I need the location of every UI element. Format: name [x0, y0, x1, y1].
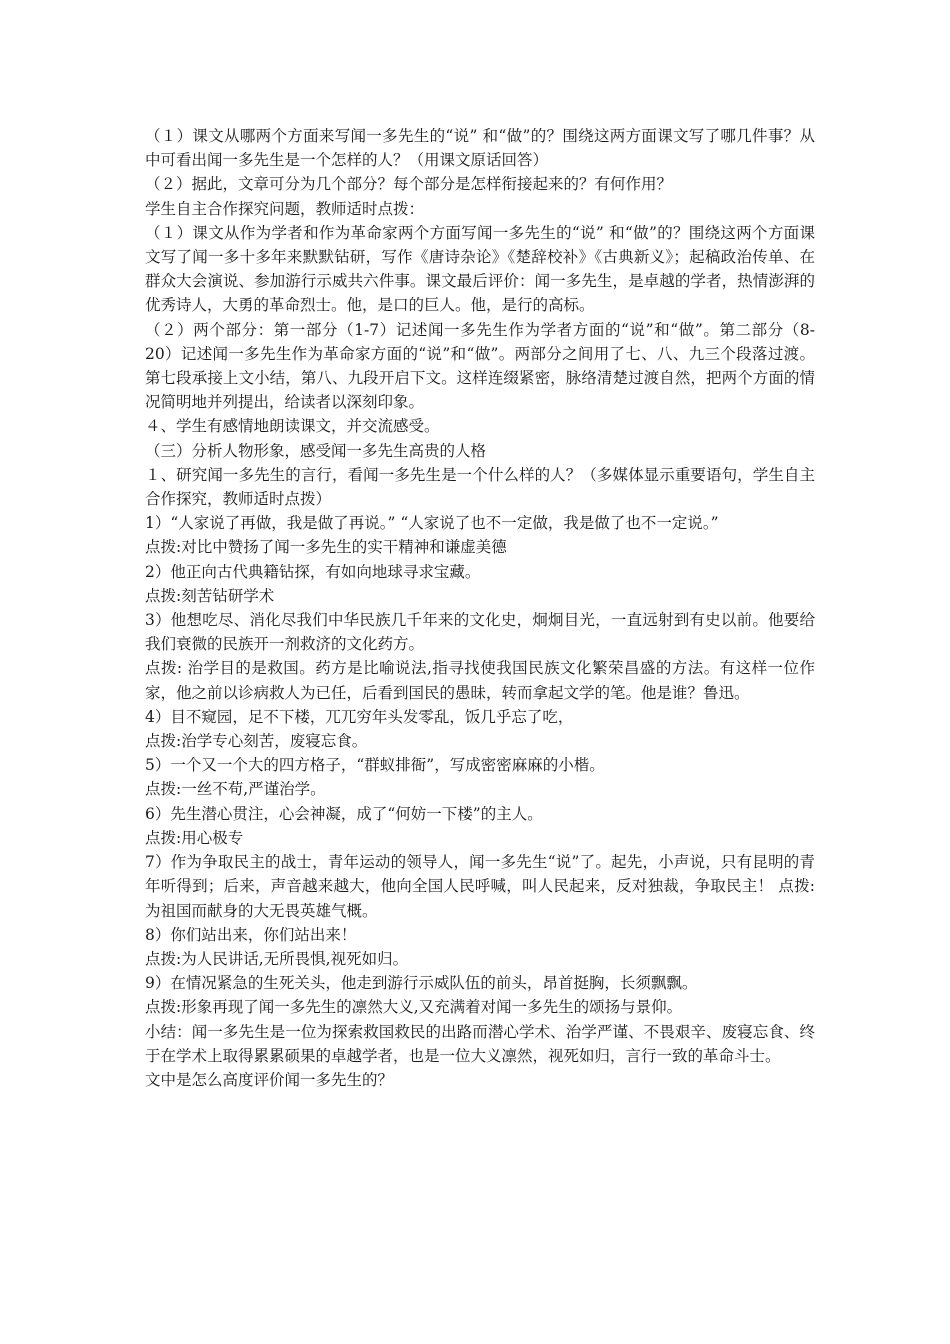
quote-8: 8）你们站出来，你们站出来！	[145, 925, 357, 944]
note-5: 点拨:一丝不苟,严谨治学。	[145, 780, 326, 799]
quote-5: 5）一个又一个大的四方格子，“群蚁排衙”，写成密密麻麻的小楷。	[145, 756, 605, 775]
closing-question: 文中是怎么高度评价闻一多先生的？	[145, 1070, 394, 1089]
section-heading-3: （三）分析人物形象，感受闻一多先生高贵的人格	[145, 441, 487, 460]
question-1: （１）课文从哪两个方面来写闻一多先生的“说” 和“做”的？围绕这两方面课文写了哪几件事？从中可看出闻一多先生是一个怎样的人？（用课文原话回答）	[145, 127, 815, 170]
instruction-text: 学生自主合作探究问题，教师适时点拨：	[145, 199, 425, 218]
document-body	[145, 124, 815, 1092]
note-3: 点拨: 治学目的是救国。药方是比喻说法,指寻找使我国民族文化繁荣昌盛的方法。有这样一位作家，他之前以诊病救人为已任，后看到国民的愚昧，转而拿起文学的笔。他是谁？鲁迅。	[145, 659, 815, 702]
note-4: 点拨:治学专心刻苦，废寝忘食。	[145, 732, 368, 751]
quote-6: 6）先生潜心贯注，心会神凝，成了“何妨一下楼”的主人。	[145, 804, 543, 823]
note-6: 点拨:用心极专	[145, 828, 244, 847]
summary: 小结：闻一多先生是一位为探索救国救民的出路而潜心学术、治学严谨、不畏艰辛、废寝忘食、终于在学术上取得累累硕果的卓越学者，也是一位大义凛然，视死如归，言行一致的革命斗士。	[145, 1022, 815, 1065]
quote-3: 3）他想吃尽、消化尽我们中华民族几千年来的文化史，炯炯目光，一直远射到有史以前。他要给我们衰微的民族开一剂救济的文化药方。	[145, 611, 815, 654]
quote-1: 1）“人家说了再做，我是做了再说。” “人家说了也不一定做，我是做了也不一定说。”	[145, 514, 719, 533]
note-8: 点拨:为人民讲话,无所畏惧,视死如归。	[145, 949, 409, 968]
note-1: 点拨:对比中赞扬了闻一多先生的实干精神和谦虚美德	[145, 538, 507, 557]
note-2: 点拨:刻苦钻研学术	[145, 586, 275, 605]
step-4: ４、学生有感情地朗读课文，并交流感受。	[145, 417, 440, 436]
answer-1: （１）课文从作为学者和作为革命家两个方面写闻一多先生的“说” 和“做”的？围绕这两个方面课文写了闻一多十多年来默默钻研，写作《唐诗杂论》《楚辞校补》《古典新义》；起稿政治传单、在群众大会演说、参加游行示威共六件事。课文最后评价：闻一多先生，是卓越的学者，热情澎湃的优秀诗人，大勇的革命烈士。他，是口的巨人。他，是行的高标。	[145, 223, 815, 315]
quote-2: 2）他正向古代典籍钻探，有如向地球寻求宝藏。	[145, 562, 481, 581]
quote-9: 9）在情况紧急的生死关头，他走到游行示威队伍的前头，昂首挺胸，长须飘飘。	[145, 974, 698, 993]
question-2: （２）据此，文章可分为几个部分？每个部分是怎样衔接起来的？有何作用？	[145, 175, 673, 194]
quote-7: 7）作为争取民主的战士，青年运动的领导人，闻一多先生“说”了。起先，小声说，只有昆明的青年听得到；后来，声音越来越大，他向全国人民呼喊，叫人民起来，反对独裁，争取民主！ 点拨:为祖国而献身的大无畏英雄气概。	[145, 853, 815, 920]
task-1: １、研究闻一多先生的言行，看闻一多先生是一个什么样的人？（多媒体显示重要语句，学生自主合作探究，教师适时点拨）	[145, 465, 815, 509]
note-9: 点拨:形象再现了闻一多先生的凛然大义,又充满着对闻一多先生的颂扬与景仰。	[145, 998, 683, 1017]
quote-4: 4）目不窥园，足不下楼，兀兀穷年头发零乱，饭几乎忘了吃，	[145, 707, 574, 726]
answer-2: （２）两个部分：第一部分（1-7）记述闻一多先生作为学者方面的“说”和“做”。第二部分（8-20）记述闻一多先生作为革命家方面的“说”和“做”。两部分之间用了七、八、九三个段落过渡。第七段承接上文小结，第八、九段开启下文。这样连缀紧密，脉络清楚过渡自然，把两个方面的情况简明地并列提出，给读者以深刻印象。	[145, 320, 815, 412]
